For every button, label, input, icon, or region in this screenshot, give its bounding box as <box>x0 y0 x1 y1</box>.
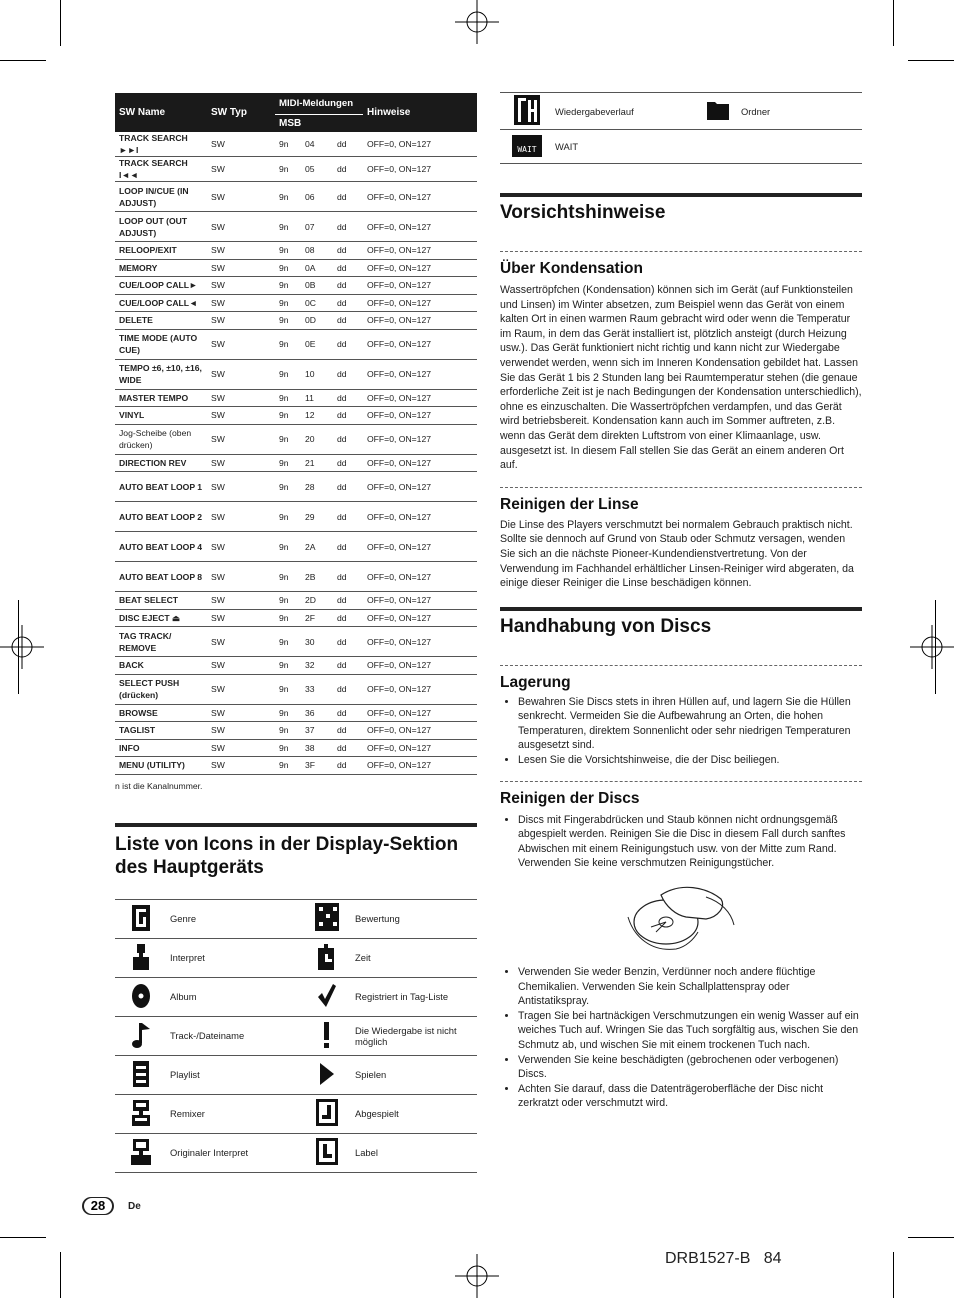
icon-label: Zeit <box>354 938 477 977</box>
discs-title: Handhabung von Discs <box>500 607 862 639</box>
sw-typ-cell: SW <box>207 182 275 212</box>
icons-table <box>115 899 477 1173</box>
table-row <box>115 212 477 242</box>
sw-name-cell: TRACK SEARCH ►►I <box>115 132 207 157</box>
table-row <box>115 1016 477 1055</box>
icon-label: Remixer <box>169 1094 300 1133</box>
sw-typ-cell: SW <box>207 722 275 740</box>
album-icon <box>115 977 169 1016</box>
original-artist-icon <box>115 1133 169 1172</box>
list-item: • Discs mit Fingerabdrücken und Staub können nicht ordnungsgemäß abgespielt werden. Reinigen Sie die Disc in diesem Fall durch sanftes Abwischen mit einem Reinigungstuch usw. von der Mitte zum Rand. Verwenden Sie keine verschmutzen Reinigungstücher. <box>518 813 862 871</box>
hinweise-cell: OFF=0, ON=127 <box>363 722 477 740</box>
hinweise-cell: OFF=0, ON=127 <box>363 294 477 312</box>
msb-cell: 21 <box>301 454 333 472</box>
crop-mark <box>908 1237 954 1238</box>
hinweise-cell: OFF=0, ON=127 <box>363 424 477 454</box>
channel-cell: 9n <box>275 739 301 757</box>
crop-mark <box>60 1252 61 1298</box>
table-row <box>115 609 477 627</box>
value-cell: dd <box>333 627 363 657</box>
hinweise-cell: OFF=0, ON=127 <box>363 132 477 157</box>
channel-cell: 9n <box>275 454 301 472</box>
msb-cell: 2F <box>301 609 333 627</box>
channel-cell: 9n <box>275 592 301 610</box>
icon-label: Ordner <box>740 93 862 130</box>
track-icon <box>115 1016 169 1055</box>
value-cell: dd <box>333 242 363 260</box>
sw-typ-cell: SW <box>207 242 275 260</box>
sw-name-cell: DISC EJECT ⏏ <box>115 609 207 627</box>
sw-typ-cell: SW <box>207 757 275 775</box>
registration-mark-icon <box>0 625 44 669</box>
sw-name-cell: LOOP IN/CUE (IN ADJUST) <box>115 182 207 212</box>
vorsicht-title: Vorsichtshinweise <box>500 193 862 225</box>
sw-typ-cell: SW <box>207 704 275 722</box>
crop-mark <box>893 1252 894 1298</box>
lagerung-list <box>500 695 862 768</box>
channel-cell: 9n <box>275 657 301 675</box>
sw-typ-cell: SW <box>207 329 275 359</box>
sw-name-cell: TRACK SEARCH I◄◄ <box>115 157 207 182</box>
hinweise-cell: OFF=0, ON=127 <box>363 212 477 242</box>
value-cell: dd <box>333 562 363 592</box>
channel-cell: 9n <box>275 132 301 157</box>
hinweise-cell: OFF=0, ON=127 <box>363 472 477 502</box>
value-cell: dd <box>333 389 363 407</box>
icon-label: Originaler Interpret <box>169 1133 300 1172</box>
value-cell: dd <box>333 674 363 704</box>
document-id <box>665 1250 782 1268</box>
sw-typ-cell: SW <box>207 472 275 502</box>
hinweise-cell: OFF=0, ON=127 <box>363 739 477 757</box>
channel-cell: 9n <box>275 627 301 657</box>
discs-section <box>500 607 862 1111</box>
sw-name-cell: SELECT PUSH (drücken) <box>115 674 207 704</box>
msb-cell: 0A <box>301 259 333 277</box>
table-row <box>115 899 477 938</box>
value-cell: dd <box>333 359 363 389</box>
channel-cell: 9n <box>275 329 301 359</box>
value-cell: dd <box>333 407 363 425</box>
header-sw-typ: SW Typ <box>207 93 275 132</box>
icon-label: Label <box>354 1133 477 1172</box>
value-cell: dd <box>333 132 363 157</box>
msb-cell: 28 <box>301 472 333 502</box>
sw-name-cell: LOOP OUT (OUT ADJUST) <box>115 212 207 242</box>
reinigen-list <box>500 813 862 871</box>
doc-id: DRB1527-B <box>665 1250 751 1267</box>
hinweise-cell: OFF=0, ON=127 <box>363 389 477 407</box>
list-item: • Verwenden Sie keine beschädigten (gebrochenen oder verbogenen) Discs. <box>518 1053 862 1082</box>
label-icon <box>300 1133 354 1172</box>
hinweise-cell: OFF=0, ON=127 <box>363 157 477 182</box>
sw-name-cell: AUTO BEAT LOOP 1 <box>115 472 207 502</box>
disc-cleaning-illustration <box>500 877 862 959</box>
msb-cell: 12 <box>301 407 333 425</box>
table-row <box>115 704 477 722</box>
sw-typ-cell: SW <box>207 157 275 182</box>
list-item: • Tragen Sie bei hartnäckigen Verschmutzungen ein wenig Wasser auf ein weiches Tuch auf. Wringen Sie das Tuch sorgfältig aus, wischen Sie den Schmutz ab, und wischen Sie mit einem trockenen Tuch nach. <box>518 1009 862 1053</box>
icon-label: Registriert in Tag-Liste <box>354 977 477 1016</box>
rating-icon <box>300 899 354 938</box>
value-cell: dd <box>333 722 363 740</box>
divider <box>500 665 862 666</box>
value-cell: dd <box>333 312 363 330</box>
icon-label: Abgespielt <box>354 1094 477 1133</box>
sw-typ-cell: SW <box>207 407 275 425</box>
played-icon <box>300 1094 354 1133</box>
msb-cell: 0D <box>301 312 333 330</box>
icons-section <box>115 823 477 1173</box>
page-number: 28 <box>84 1198 112 1214</box>
icons-section-title: Liste von Icons in der Display-Sektion des Hauptgeräts <box>115 823 477 879</box>
sw-typ-cell: SW <box>207 532 275 562</box>
value-cell: dd <box>333 704 363 722</box>
table-row <box>115 757 477 775</box>
table-row <box>115 472 477 502</box>
hinweise-cell: OFF=0, ON=127 <box>363 277 477 295</box>
sw-name-cell: BEAT SELECT <box>115 592 207 610</box>
kondensation-text: Wassertröpfchen (Kondensation) können sich im Gerät (auf Funktionsteilen und Linsen) im Winter absetzen, zum Beispiel wenn das Gerät von einem kalten Ort in einen warmen Raum gebracht wird oder wenn die Temperatur im Raum, in dem das Gerät installiert ist, plötzlich ansteigt (durch Heizung usw.). Das Gerät funktioniert nicht richtig und kann nicht zur Wiedergabe verwendet werden, wenn sich im Inneren Kondensation gebildet hat. Lassen Sie das Gerät 1 bis 2 Stunden lang bei Raumtemperatur stehen (die genaue erforderliche Zeit ist je nach Bedingungen der Kondensation unterschiedlich), ohne es einzuschalten. Die Wassertröpfchen verdampfen, und das Gerät wird betriebsbereit. Kondensation kann auch im Sommer auftreten, z.B. wenn das Gerät dem direkten Luftstrom von einer Klimaanlage, usw. ausgesetzt ist. In diesem Fall stellen Sie das Gerät an einem anderen Ort auf. <box>500 284 862 472</box>
crop-mark <box>60 0 61 46</box>
icon-label: WAIT <box>554 130 862 164</box>
table-row <box>115 532 477 562</box>
table-row <box>115 182 477 212</box>
hinweise-cell: OFF=0, ON=127 <box>363 704 477 722</box>
channel-cell: 9n <box>275 532 301 562</box>
msb-cell: 05 <box>301 157 333 182</box>
sw-name-cell: MEMORY <box>115 259 207 277</box>
crop-mark <box>0 1237 46 1238</box>
sw-typ-cell: SW <box>207 424 275 454</box>
msb-cell: 2A <box>301 532 333 562</box>
value-cell: dd <box>333 454 363 472</box>
right-column <box>500 92 862 1111</box>
crop-mark <box>893 0 894 46</box>
msb-cell: 06 <box>301 182 333 212</box>
header-midi: MIDI-Meldungen <box>275 93 363 115</box>
value-cell: dd <box>333 259 363 277</box>
tag-list-icon <box>300 977 354 1016</box>
icon-label: Playlist <box>169 1055 300 1094</box>
table-row <box>115 132 477 157</box>
channel-cell: 9n <box>275 259 301 277</box>
hinweise-cell: OFF=0, ON=127 <box>363 627 477 657</box>
msb-cell: 04 <box>301 132 333 157</box>
value-cell: dd <box>333 502 363 532</box>
remixer-icon <box>115 1094 169 1133</box>
value-cell: dd <box>333 294 363 312</box>
msb-cell: 0B <box>301 277 333 295</box>
crop-mark <box>0 60 46 61</box>
channel-cell: 9n <box>275 212 301 242</box>
table-row <box>115 722 477 740</box>
wait-glyph: WAIT <box>517 144 537 154</box>
icon-label: Bewertung <box>354 899 477 938</box>
list-item: • Bewahren Sie Discs stets in ihren Hüllen auf, und lagern Sie die Hüllen senkrecht. Vermeiden Sie die Aufbewahrung an Orten, die hohen Temperaturen, direktem Sonnenlicht oder sehr niedrigen Temperaturen ausgesetzt sind. <box>518 695 862 753</box>
table-row <box>500 93 862 130</box>
msb-cell: 38 <box>301 739 333 757</box>
sw-typ-cell: SW <box>207 389 275 407</box>
value-cell: dd <box>333 657 363 675</box>
msb-cell: 08 <box>301 242 333 260</box>
registration-mark-icon <box>455 1254 499 1298</box>
playlist-icon <box>115 1055 169 1094</box>
registration-mark-icon <box>910 625 954 669</box>
sw-name-cell: TIME MODE (AUTO CUE) <box>115 329 207 359</box>
value-cell: dd <box>333 739 363 757</box>
sw-name-cell: BACK <box>115 657 207 675</box>
msb-cell: 11 <box>301 389 333 407</box>
msb-cell: 30 <box>301 627 333 657</box>
sw-name-cell: RELOOP/EXIT <box>115 242 207 260</box>
msb-cell: 2B <box>301 562 333 592</box>
sw-typ-cell: SW <box>207 674 275 704</box>
doc-page: 84 <box>763 1250 782 1267</box>
hinweise-cell: OFF=0, ON=127 <box>363 502 477 532</box>
artist-icon <box>115 938 169 977</box>
hinweise-cell: OFF=0, ON=127 <box>363 609 477 627</box>
lagerung-title: Lagerung <box>500 673 571 691</box>
channel-cell: 9n <box>275 424 301 454</box>
sw-name-cell: INFO <box>115 739 207 757</box>
value-cell: dd <box>333 212 363 242</box>
left-column <box>115 93 477 1173</box>
list-item: • Verwenden Sie weder Benzin, Verdünner noch andere flüchtige Chemikalien. Verwenden Sie kein Schallplattenspray oder Antistatikspray. <box>518 965 862 1009</box>
table-row <box>115 592 477 610</box>
value-cell: dd <box>333 424 363 454</box>
channel-cell: 9n <box>275 757 301 775</box>
reinigen-list-continued <box>500 965 862 1111</box>
divider <box>500 781 862 782</box>
sw-name-cell: AUTO BEAT LOOP 2 <box>115 502 207 532</box>
sw-typ-cell: SW <box>207 359 275 389</box>
list-item: • Lesen Sie die Vorsichtshinweise, die der Disc beiliegen. <box>518 753 862 768</box>
sw-typ-cell: SW <box>207 277 275 295</box>
table-row <box>115 674 477 704</box>
header-msb: MSB <box>275 115 363 133</box>
channel-cell: 9n <box>275 157 301 182</box>
crop-mark <box>908 60 954 61</box>
channel-cell: 9n <box>275 704 301 722</box>
hinweise-cell: OFF=0, ON=127 <box>363 532 477 562</box>
hinweise-cell: OFF=0, ON=127 <box>363 312 477 330</box>
sw-name-cell: BROWSE <box>115 704 207 722</box>
value-cell: dd <box>333 472 363 502</box>
registration-mark-icon <box>455 0 499 44</box>
channel-cell: 9n <box>275 389 301 407</box>
table-row <box>115 454 477 472</box>
icon-label: Wiedergabeverlauf <box>554 93 696 130</box>
table-row <box>115 312 477 330</box>
reinigen-title: Reinigen der Discs <box>500 789 640 807</box>
value-cell: dd <box>333 277 363 295</box>
sw-typ-cell: SW <box>207 627 275 657</box>
list-item: • Achten Sie darauf, dass die Datenträgeroberfläche der Disc nicht zerkratzt oder verschmutzt wird. <box>518 1082 862 1111</box>
value-cell: dd <box>333 609 363 627</box>
table-row <box>115 657 477 675</box>
table-row <box>115 977 477 1016</box>
sw-name-cell: DIRECTION REV <box>115 454 207 472</box>
midi-table-body <box>115 132 477 774</box>
sw-typ-cell: SW <box>207 609 275 627</box>
channel-cell: 9n <box>275 472 301 502</box>
table-row <box>115 294 477 312</box>
sw-name-cell: TEMPO ±6, ±10, ±16, WIDE <box>115 359 207 389</box>
sw-name-cell: TAGLIST <box>115 722 207 740</box>
folder-icon <box>696 93 740 130</box>
sw-name-cell: DELETE <box>115 312 207 330</box>
sw-typ-cell: SW <box>207 212 275 242</box>
sw-name-cell: Jog-Scheibe (oben drücken) <box>115 424 207 454</box>
value-cell: dd <box>333 329 363 359</box>
table-row <box>115 938 477 977</box>
msb-cell: 29 <box>301 502 333 532</box>
table-row <box>500 130 862 164</box>
hinweise-cell: OFF=0, ON=127 <box>363 259 477 277</box>
sw-name-cell: CUE/LOOP CALL► <box>115 277 207 295</box>
sw-name-cell: TAG TRACK/ REMOVE <box>115 627 207 657</box>
hinweise-cell: OFF=0, ON=127 <box>363 592 477 610</box>
msb-cell: 2D <box>301 592 333 610</box>
channel-cell: 9n <box>275 722 301 740</box>
channel-cell: 9n <box>275 407 301 425</box>
vorsicht-section <box>500 193 862 591</box>
channel-cell: 9n <box>275 562 301 592</box>
icon-label: Interpret <box>169 938 300 977</box>
msb-cell: 32 <box>301 657 333 675</box>
table-row <box>115 739 477 757</box>
table-row <box>115 277 477 295</box>
table-row <box>115 1094 477 1133</box>
icon-label: Die Wiedergabe ist nicht möglich <box>354 1016 477 1055</box>
language-code: De <box>128 1201 141 1212</box>
msb-cell: 37 <box>301 722 333 740</box>
divider <box>500 487 862 488</box>
hinweise-cell: OFF=0, ON=127 <box>363 242 477 260</box>
table-footnote: n ist die Kanalnummer. <box>115 780 203 791</box>
hinweise-cell: OFF=0, ON=127 <box>363 674 477 704</box>
channel-cell: 9n <box>275 312 301 330</box>
table-row <box>115 627 477 657</box>
table-row <box>115 329 477 359</box>
table-row <box>115 1055 477 1094</box>
sw-name-cell: MASTER TEMPO <box>115 389 207 407</box>
channel-cell: 9n <box>275 242 301 260</box>
value-cell: dd <box>333 532 363 562</box>
sw-typ-cell: SW <box>207 739 275 757</box>
sw-name-cell: CUE/LOOP CALL◄ <box>115 294 207 312</box>
channel-cell: 9n <box>275 674 301 704</box>
linse-title: Reinigen der Linse <box>500 495 639 513</box>
not-playable-icon <box>300 1016 354 1055</box>
value-cell: dd <box>333 157 363 182</box>
sw-typ-cell: SW <box>207 294 275 312</box>
wait-icon <box>500 130 554 164</box>
sw-name-cell: AUTO BEAT LOOP 8 <box>115 562 207 592</box>
channel-cell: 9n <box>275 277 301 295</box>
msb-cell: 3F <box>301 757 333 775</box>
sw-typ-cell: SW <box>207 132 275 157</box>
msb-cell: 10 <box>301 359 333 389</box>
table-row <box>115 359 477 389</box>
sw-typ-cell: SW <box>207 502 275 532</box>
table-row <box>115 502 477 532</box>
channel-cell: 9n <box>275 359 301 389</box>
msb-cell: 0C <box>301 294 333 312</box>
header-sw-name: SW Name <box>115 93 207 132</box>
history-icon <box>500 93 554 130</box>
icon-label: Album <box>169 977 300 1016</box>
hinweise-cell: OFF=0, ON=127 <box>363 757 477 775</box>
sw-typ-cell: SW <box>207 592 275 610</box>
table-row <box>115 389 477 407</box>
genre-icon <box>115 899 169 938</box>
value-cell: dd <box>333 757 363 775</box>
hinweise-cell: OFF=0, ON=127 <box>363 657 477 675</box>
hinweise-cell: OFF=0, ON=127 <box>363 454 477 472</box>
hinweise-cell: OFF=0, ON=127 <box>363 562 477 592</box>
table-row <box>115 424 477 454</box>
sw-typ-cell: SW <box>207 312 275 330</box>
header-hinweise: Hinweise <box>363 93 477 132</box>
table-row <box>115 562 477 592</box>
icons-table-continued <box>500 92 862 164</box>
sw-name-cell: VINYL <box>115 407 207 425</box>
hinweise-cell: OFF=0, ON=127 <box>363 329 477 359</box>
divider <box>500 251 862 252</box>
table-row <box>115 242 477 260</box>
sw-typ-cell: SW <box>207 657 275 675</box>
channel-cell: 9n <box>275 294 301 312</box>
hinweise-cell: OFF=0, ON=127 <box>363 407 477 425</box>
midi-table <box>115 93 477 775</box>
channel-cell: 9n <box>275 609 301 627</box>
msb-cell: 33 <box>301 674 333 704</box>
linse-text: Die Linse des Players verschmutzt bei normalem Gebrauch praktisch nicht. Sollte sie dennoch auf Grund von Staub oder Schmutz versagen, wenden Sie sich an die nächste Pioneer-Kundendienstvertretung. Von der Verwendung im Fachhandel erhältlicher Linsen-Reiniger wird abgeraten, da einige dieser Reiniger die Linse beschädigen können. <box>500 518 854 590</box>
sw-typ-cell: SW <box>207 562 275 592</box>
msb-cell: 07 <box>301 212 333 242</box>
table-row <box>115 157 477 182</box>
channel-cell: 9n <box>275 182 301 212</box>
msb-cell: 0E <box>301 329 333 359</box>
msb-cell: 20 <box>301 424 333 454</box>
msb-cell: 36 <box>301 704 333 722</box>
page-number-badge <box>82 1197 114 1215</box>
sw-name-cell: AUTO BEAT LOOP 4 <box>115 532 207 562</box>
kondensation-title: Über Kondensation <box>500 260 643 277</box>
sw-typ-cell: SW <box>207 259 275 277</box>
value-cell: dd <box>333 182 363 212</box>
icon-label: Spielen <box>354 1055 477 1094</box>
channel-cell: 9n <box>275 502 301 532</box>
table-row <box>115 407 477 425</box>
time-icon <box>300 938 354 977</box>
table-row <box>115 259 477 277</box>
play-icon <box>300 1055 354 1094</box>
sw-typ-cell: SW <box>207 454 275 472</box>
value-cell: dd <box>333 592 363 610</box>
icon-label: Track-/Dateiname <box>169 1016 300 1055</box>
icon-label: Genre <box>169 899 300 938</box>
hinweise-cell: OFF=0, ON=127 <box>363 182 477 212</box>
table-row <box>115 1133 477 1172</box>
hinweise-cell: OFF=0, ON=127 <box>363 359 477 389</box>
sw-name-cell: MENU (UTILITY) <box>115 757 207 775</box>
